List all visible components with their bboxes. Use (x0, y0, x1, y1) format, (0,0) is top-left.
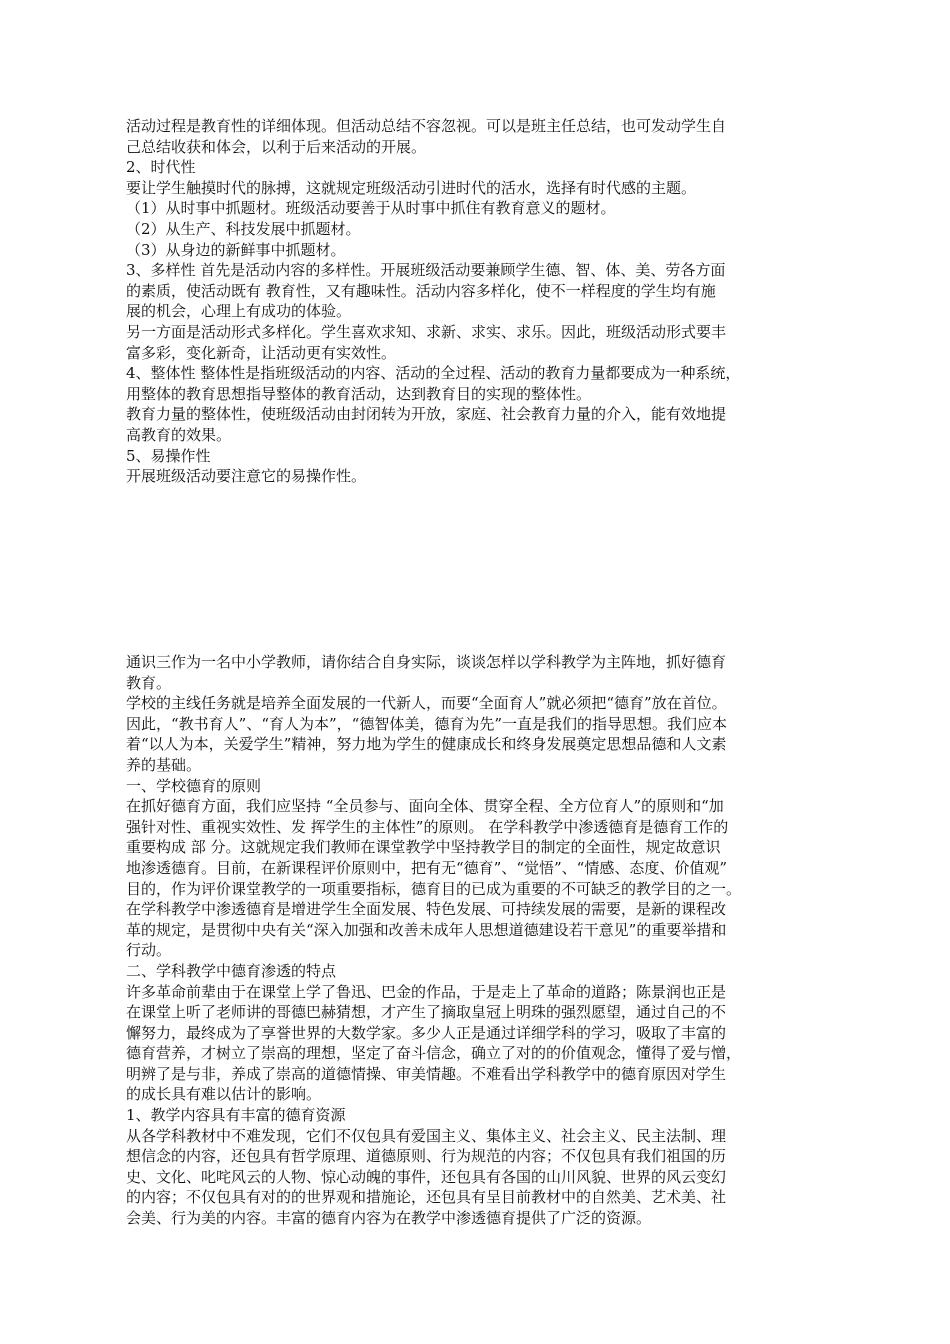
text-line: 的成长具有难以估计的影响。 (126, 1085, 322, 1104)
text-line: 教育力量的整体性，使班级活动由封闭转为开放，家庭、社会教育力量的介入，能有效地提 (126, 405, 727, 424)
text-line: 2、时代性 (126, 158, 196, 177)
text-block-moral-education (126, 652, 838, 1229)
text-line: 开展班级活动要注意它的易操作性。 (126, 467, 367, 486)
text-line: 5、易操作性 (126, 446, 211, 465)
text-line: 会美、行为美的内容。丰富的德育内容为在教学中渗透德育提供了广泛的资源。 (126, 1209, 652, 1228)
text-line: （2）从生产、科技发展中抓题材。 (126, 219, 361, 238)
text-line: 展的机会，心理上有成功的体验。 (126, 302, 352, 321)
text-line: 3、多样性 首先是活动内容的多样性。开展班级活动要兼顾学生德、智、体、美、劳各方面 (126, 261, 726, 280)
text-line: 用整体的教育思想指导整体的教育活动，达到教育目的实现的整体性。 (126, 384, 592, 403)
text-line: （1）从时事中抓题材。班级活动要善于从时事中抓住有教育意义的题材。 (126, 199, 616, 218)
text-line: 教育。 (126, 673, 172, 692)
text-block-activity-principles (126, 116, 838, 487)
text-line: 重要构成 部 分。这就规定我们教师在课堂教学中坚持教学目的制定的全面性，规定故意识 (126, 838, 721, 857)
text-line: 想信念的内容，还包具有哲学原理、道德原则、行为规范的内容；不仅包具有我们祖国的历 (126, 1147, 727, 1166)
text-line: 己总结收获和体会，以利于后来活动的开展。 (126, 137, 427, 156)
text-line: 在课堂上听了老师讲的哥德巴赫猜想，才产生了摘取皇冠上明珠的强烈愿望，通过自己的不 (126, 1003, 727, 1022)
text-line: （3）从身边的新鲜事中抓题材。 (126, 240, 346, 259)
text-line: 活动过程是教育性的详细体现。但活动总结不容忽视。可以是班主任总结，也可发动学生自 (126, 117, 727, 135)
text-line: 4、整体性 整体性是指班级活动的内容、活动的全过程、活动的教育力量都要成为一种系统， (126, 364, 741, 383)
text-line: 在抓好德育方面，我们应坚持 “全员参与、面向全体、贯穿全程、全方位育人”的原则和“加 (126, 797, 724, 816)
text-line: 1、教学内容具有丰富的德育资源 (126, 1106, 346, 1125)
text-line: 一、学校德育的原则 (126, 776, 262, 795)
text-line: 学校的主线任务就是培养全面发展的一代新人，而要“全面育人”就必须把“德育”放在首位。 (126, 694, 727, 713)
text-line: 从各学科教材中不难发现，它们不仅包具有爱国主义、集体主义、社会主义、民主法制、理 (126, 1126, 727, 1145)
text-line: 革的规定，是贯彻中央有关“深入加强和改善未成年人思想道德建设若干意见”的重要举措和 (126, 920, 727, 939)
text-line: 地渗透德育。目前，在新课程评价原则中，把有无“德育”、“觉悟”、“情感、态度、价值观” (126, 858, 728, 877)
text-line: 因此，“教书育人”、“育人为本”，“德智体美，德育为先”一直是我们的指导思想。我们应本 (126, 714, 728, 733)
text-line: 二、学科教学中德育渗透的特点 (126, 961, 337, 980)
text-line: 德育营养，才树立了崇高的理想，坚定了奋斗信念，确立了对的的价值观念，懂得了爱与憎， (126, 1044, 742, 1063)
text-line: 许多革命前辈由于在课堂上学了鲁迅、巴金的作品，于是走上了革命的道路；陈景润也正是 (126, 982, 727, 1001)
text-line: 目的，作为评价课堂教学的一项重要指标，德育目的已成为重要的不可缺乏的教学目的之一。 (126, 879, 742, 898)
text-line: 行动。 (126, 941, 172, 960)
text-line: 高教育的效果。 (126, 425, 232, 444)
text-line: 明辨了是与非，养成了崇高的道德情操、审美情趣。不难看出学科教学中的德育原因对学生 (126, 1064, 727, 1083)
text-line: 另一方面是活动形式多样化。学生喜欢求知、求新、求实、求乐。因此，班级活动形式要丰 (126, 322, 727, 341)
text-line: 懈努力，最终成为了享誉世界的大数学家。多少人正是通过详细学科的学习，吸取了丰富的 (126, 1023, 727, 1042)
text-line: 富多彩，变化新奇，让活动更有实效性。 (126, 343, 397, 362)
text-line: 着“以人为本，关爱学生”精神，努力地为学生的健康成长和终身发展奠定思想品德和人文素 (126, 735, 727, 754)
text-line: 强针对性、重视实效性、发 挥学生的主体性”的原则。 在学科教学中渗透德育是德育工作的 (126, 817, 729, 836)
text-line: 通识三作为一名中小学教师，请你结合自身实际，谈谈怎样以学科教学为主阵地，抓好德育 (126, 653, 727, 671)
text-line: 在学科教学中渗透德育是增进学生全面发展、特色发展、可持续发展的需要，是新的课程改 (126, 900, 727, 919)
text-line: 史、文化、叱咤风云的人物、惊心动魄的事件，还包具有各国的山川风貌、世界的风云变幻 (126, 1167, 727, 1186)
text-line: 的素质，使活动既有 教育性，又有趣味性。活动内容多样化，使不一样程度的学生均有施 (126, 281, 716, 300)
text-line: 的内容；不仅包具有对的的世界观和措施论，还包具有呈目前教材中的自然美、艺术美、社 (126, 1188, 727, 1207)
text-line: 要让学生触摸时代的脉搏，这就规定班级活动引进时代的活水，选择有时代感的主题。 (126, 178, 697, 197)
text-line: 养的基础。 (126, 755, 202, 774)
